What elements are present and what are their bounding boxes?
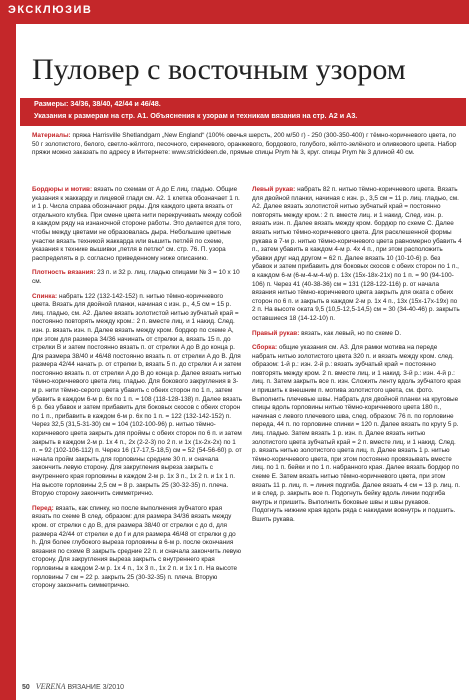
- edges-label: Бордюры и мотив:: [32, 186, 93, 193]
- magazine-name: VERENA: [35, 682, 66, 691]
- left-sleeve-text: набрать 82 п. нитью тёмно-коричневого цвета. Вязать для двойной планки, начиная с изн. р., 3,5 см = 11 р. лиц. гладью, см. A2. Далее вязать золотистой нитью зубчатый край = постоянно повторять между кром.: 2 п. вместе лиц. и 1 накид. След. изн. р. вязать изн. п. Далее вязать между кром. бордюр по схеме C. Далее вязать нитью тёмно-коричневого цвета. Для расклешенной формы рукава в 7-м р. нитью тёмно-коричневого цвета равномерно убавить 4 п., затем убавить в каждом 4-м р. 4х 4 п., при этом расположить убавки друг над другом = 62 п. Далее вязать 10 (10-10-6) р. без убавок и затем прибавить для боковых скосов с обеих сторон по 1 п., в каждом 6-м (6-м-4-м-4-м) р. 13х (15х-18х-21х) по 1 п. = 90 (94-100-106) п. Через 41 (40-38-36) см = 131 (128-122-116) р. от начала вязания нитью тёмно-коричневого цвета закрыть для окатa с обеих сторон по 6 п. и закрыть в каждом 2-м р. 1х 4 п., 13х (15х-17х-19х) по 2 п. На высоте оката 9,5 (10,5-12,5-14,5) см = 30 (34-40-46) р. закрыть оставшиеся 18 (14-12-10) п.: [252, 186, 462, 322]
- pattern-content: [32, 132, 462, 691]
- back-label: Спинка:: [32, 292, 58, 300]
- rubric-label: ЭКСКЛЮЗИВ: [8, 4, 93, 16]
- page-number: 50: [22, 684, 30, 691]
- page-footer: [22, 682, 124, 691]
- back-text: набрать 122 (132-142-152) п. нитью тёмно-коричневого цвета. Вязать для двойной планки, начиная с изн. р., 4,5 см = 15 р. лиц. гладью, см. A2. Далее вязать золотистой нитью зубчатый край = постоянно повторять между кром.: 2 п. вместе лиц. и 1 накид. След. изн. р. вязать изн. п. Далее вязать между кром. бордюр по схеме A, при этом для размера 34/36 начинать от стрелки a, вязать 15 п. до стрелки B и затем постоянно вязать п. от стрелки A до B до конца р. Для размера 38/40 и 46/48 постоянно вязать п. от стрелки A до B. Для размера 42/44 начать р. от стрелки b, вязать 5 п. до стрелки A и затем постоянно вязать п. от стрелки A до B до конца р. Далее вязать нитью тёмно-коричневого цвета лиц. гладью. Для бокового закругления в 3-м р. нити тёмно-серого цвета убавить с обеих сторон по 1 п., затем убавить в каждом 6-м р. 6х по 1 п. = 108 (118-128-138) п. Далее вязать 6 р. без убавок и затем прибавить для боковых скосов с обеих сторон по 1 п., прибавить в каждом 6-м р. 6х по 1 п. = 122 (132-142-152) п. Через 32,5 (31,5-31-30) см = 104 (102-100-96) р. нитью тёмно-коричневого цвета закрыть для проймы с обеих сторон по 6 п. и затем закрыть в каждом 2-м р. 1х 4 п., 2х (2-2-3) по 2 п. и 1х (1х-2х-2х) по 1 п. = 92 (102-106-112) п. Через 16 (17-17,5-18,5) см = 52 (54-56-60) р. от начала пройм закрыть для горловины средние 30 п. и сначала закончить левую сторону. Для закругления выреза закрыть с внутреннего края горловины в каждом 2-м р. 1х 3 п., 1х 2 п. и 1х 1 п. На высоте горловины 2,5 см = 8 р. закрыть 25 (30-32-35) п. плеча. Вторую сторону закончить симметрично.: [32, 292, 242, 498]
- sizes-instructions: Указания к размерам на стр. A1. Объяснения к узорам и техникам вязания на стр. A2 и A3.: [34, 111, 358, 120]
- magazine-issue: ВЯЗАНИЕ 3/2010: [67, 684, 124, 691]
- header-band: [0, 0, 469, 24]
- front-label: Перед:: [32, 504, 54, 512]
- left-column: [32, 186, 242, 691]
- left-sleeve-section: [252, 186, 462, 324]
- two-columns: [32, 186, 462, 691]
- right-sleeve-label: Правый рукав:: [252, 329, 300, 337]
- density-section: [32, 269, 242, 286]
- page-title: Пуловер с восточным узором: [32, 53, 406, 86]
- materials-text: пряжа Harrisville Shetlandgarn „New England“ (100% овечья шерсть, 200 м/50 г) - 250 (300-350-400) г тёмно-коричневого цвета, по 50 г золотистого, белого, светло-жёлтого, песочного, сиреневого, оранжевого, бордового, голубого, жёлто-зелёного и оливкового цвета. Набор пряжи можно заказать по адресу в Интернете: www.strickideen.de, прямые спицы Prym № 3, круг. спицы Prym № 3 длиной 40 см.: [32, 132, 457, 157]
- right-sleeve-text: вязать, как левый, но по схеме D.: [301, 329, 402, 337]
- assembly-label: Сборка:: [252, 344, 278, 352]
- edges-section: [32, 186, 242, 263]
- left-sleeve-label: Левый рукав:: [252, 186, 296, 193]
- right-sleeve-section: [252, 330, 462, 339]
- right-column: [252, 186, 462, 691]
- edges-text: вязать по схемам от A до E лиц. гладью. Общие указания к жаккарду и лицевой глади см. A2. 1 клетка обозначает 1 п. и 1 р. Числа справа обозначают ряды. Для каждого цвета вязать от отдельного клубка. При смене цвета нити перекручивать между собой в каждом ряду на изнаночной стороне работы. Это делается для того, чтобы между цветами не образовалась дыра. Небольшие цветные участки вязать техникой жаккарда или вышить петлёй по схеме, указания к технике вышивки „петля в петлю“ см. стр. 76. П. узора распределять в р. согласно приведенному ниже описанию.: [32, 186, 242, 262]
- density-text: 23 п. и 32 р. лиц. гладью спицами № 3 = 10 х 10 см.: [32, 269, 240, 285]
- assembly-section: [252, 344, 462, 524]
- left-red-border: [0, 0, 16, 700]
- front-section: [32, 505, 242, 591]
- materials-label: Материалы:: [32, 132, 71, 139]
- front-text: вязать, как спинку, но после выполнения зубчатого края вязать по схеме B след. образом: для размера 34/36 вязать между кром. от стрелки c до B, для размера 38/40 от стрелки c до d, для размера 42/44 от стрелки e до f и для размера 46/48 от стрелки g до h. Для более глубокого выреза горловины в 6-м р. после окончания вязания по схеме B закрыть средние 22 п. и сначала закончить левую сторону. Для закругления выреза закрыть с внутреннего края горловины в каждом 2-м р. 1х 4 п., 1х 3 п., 1х 2 п. и 1х 1 п. На высоте горловины 7 см = 22 р. закрыть 25 (30-32-35) п. плеча. Вторую сторону закончить симметрично.: [32, 504, 242, 590]
- sizes-band: [20, 98, 466, 126]
- density-label: Плотность вязания:: [32, 269, 96, 277]
- back-section: [32, 293, 242, 499]
- assembly-text: общие указания см. A3. Для рамки мотива на переде набрать нитью золотистого цвета 320 п. и вязать между кром. след. образом: 1-й р.: изн. 2-й р.: вязать зубчатый край = постоянно повторять между кром. 2 п. вместе лиц. и 1 накид. 3-й р.: изн. 4-й р.: лиц. п. Затем закрыть все п. изн. Сложить ленту вдоль зубчатого края и пришить к внешним п. мотива золотистого цвета, см. фото. Выполнить плечевые швы. Набрать для двойной планки на круговые спицы вдоль горловины нитью тёмно-коричневого цвета 180 п., начиная с левого плечевого шва, след. образом: 76 п. по горловине переда, 44 п. по горловине спинки = 120 п. Далее вязать по кругу 5 р. лиц. гладью. Затем вязать 1 р. изн. п. Далее вязать нитью золотистого цвета зубчатый край = 2 п. вместе лиц. и 1 накид. След. р. вязать нитью золотистого цвета лиц. п. Далее вязать 1 р. нитью тёмно-коричневого цвета, при этом постоянно провязывать вместе лиц. по 1 п. бейки и по 1 п. набранного края. Далее вязать бордюр по схеме E. Затем вязать нитью тёмно-коричневого цвета, при этом вязать 11 р. лиц. п. = линия подгиба. Далее вязать 4 см = 13 р. лиц. п. и в след. р. закрыть все п. Подогнуть бейку вдоль линии подгиба внутрь и пришить. Выполнить боковые швы и швы рукавов. Подогнуть нижние края вдоль ряда с накидами вовнутрь и подшить. Вшить рукава.: [252, 344, 461, 523]
- sizes-line: Размеры: 34/36, 38/40, 42/44 и 46/48.: [34, 99, 161, 108]
- materials-section: [32, 132, 460, 180]
